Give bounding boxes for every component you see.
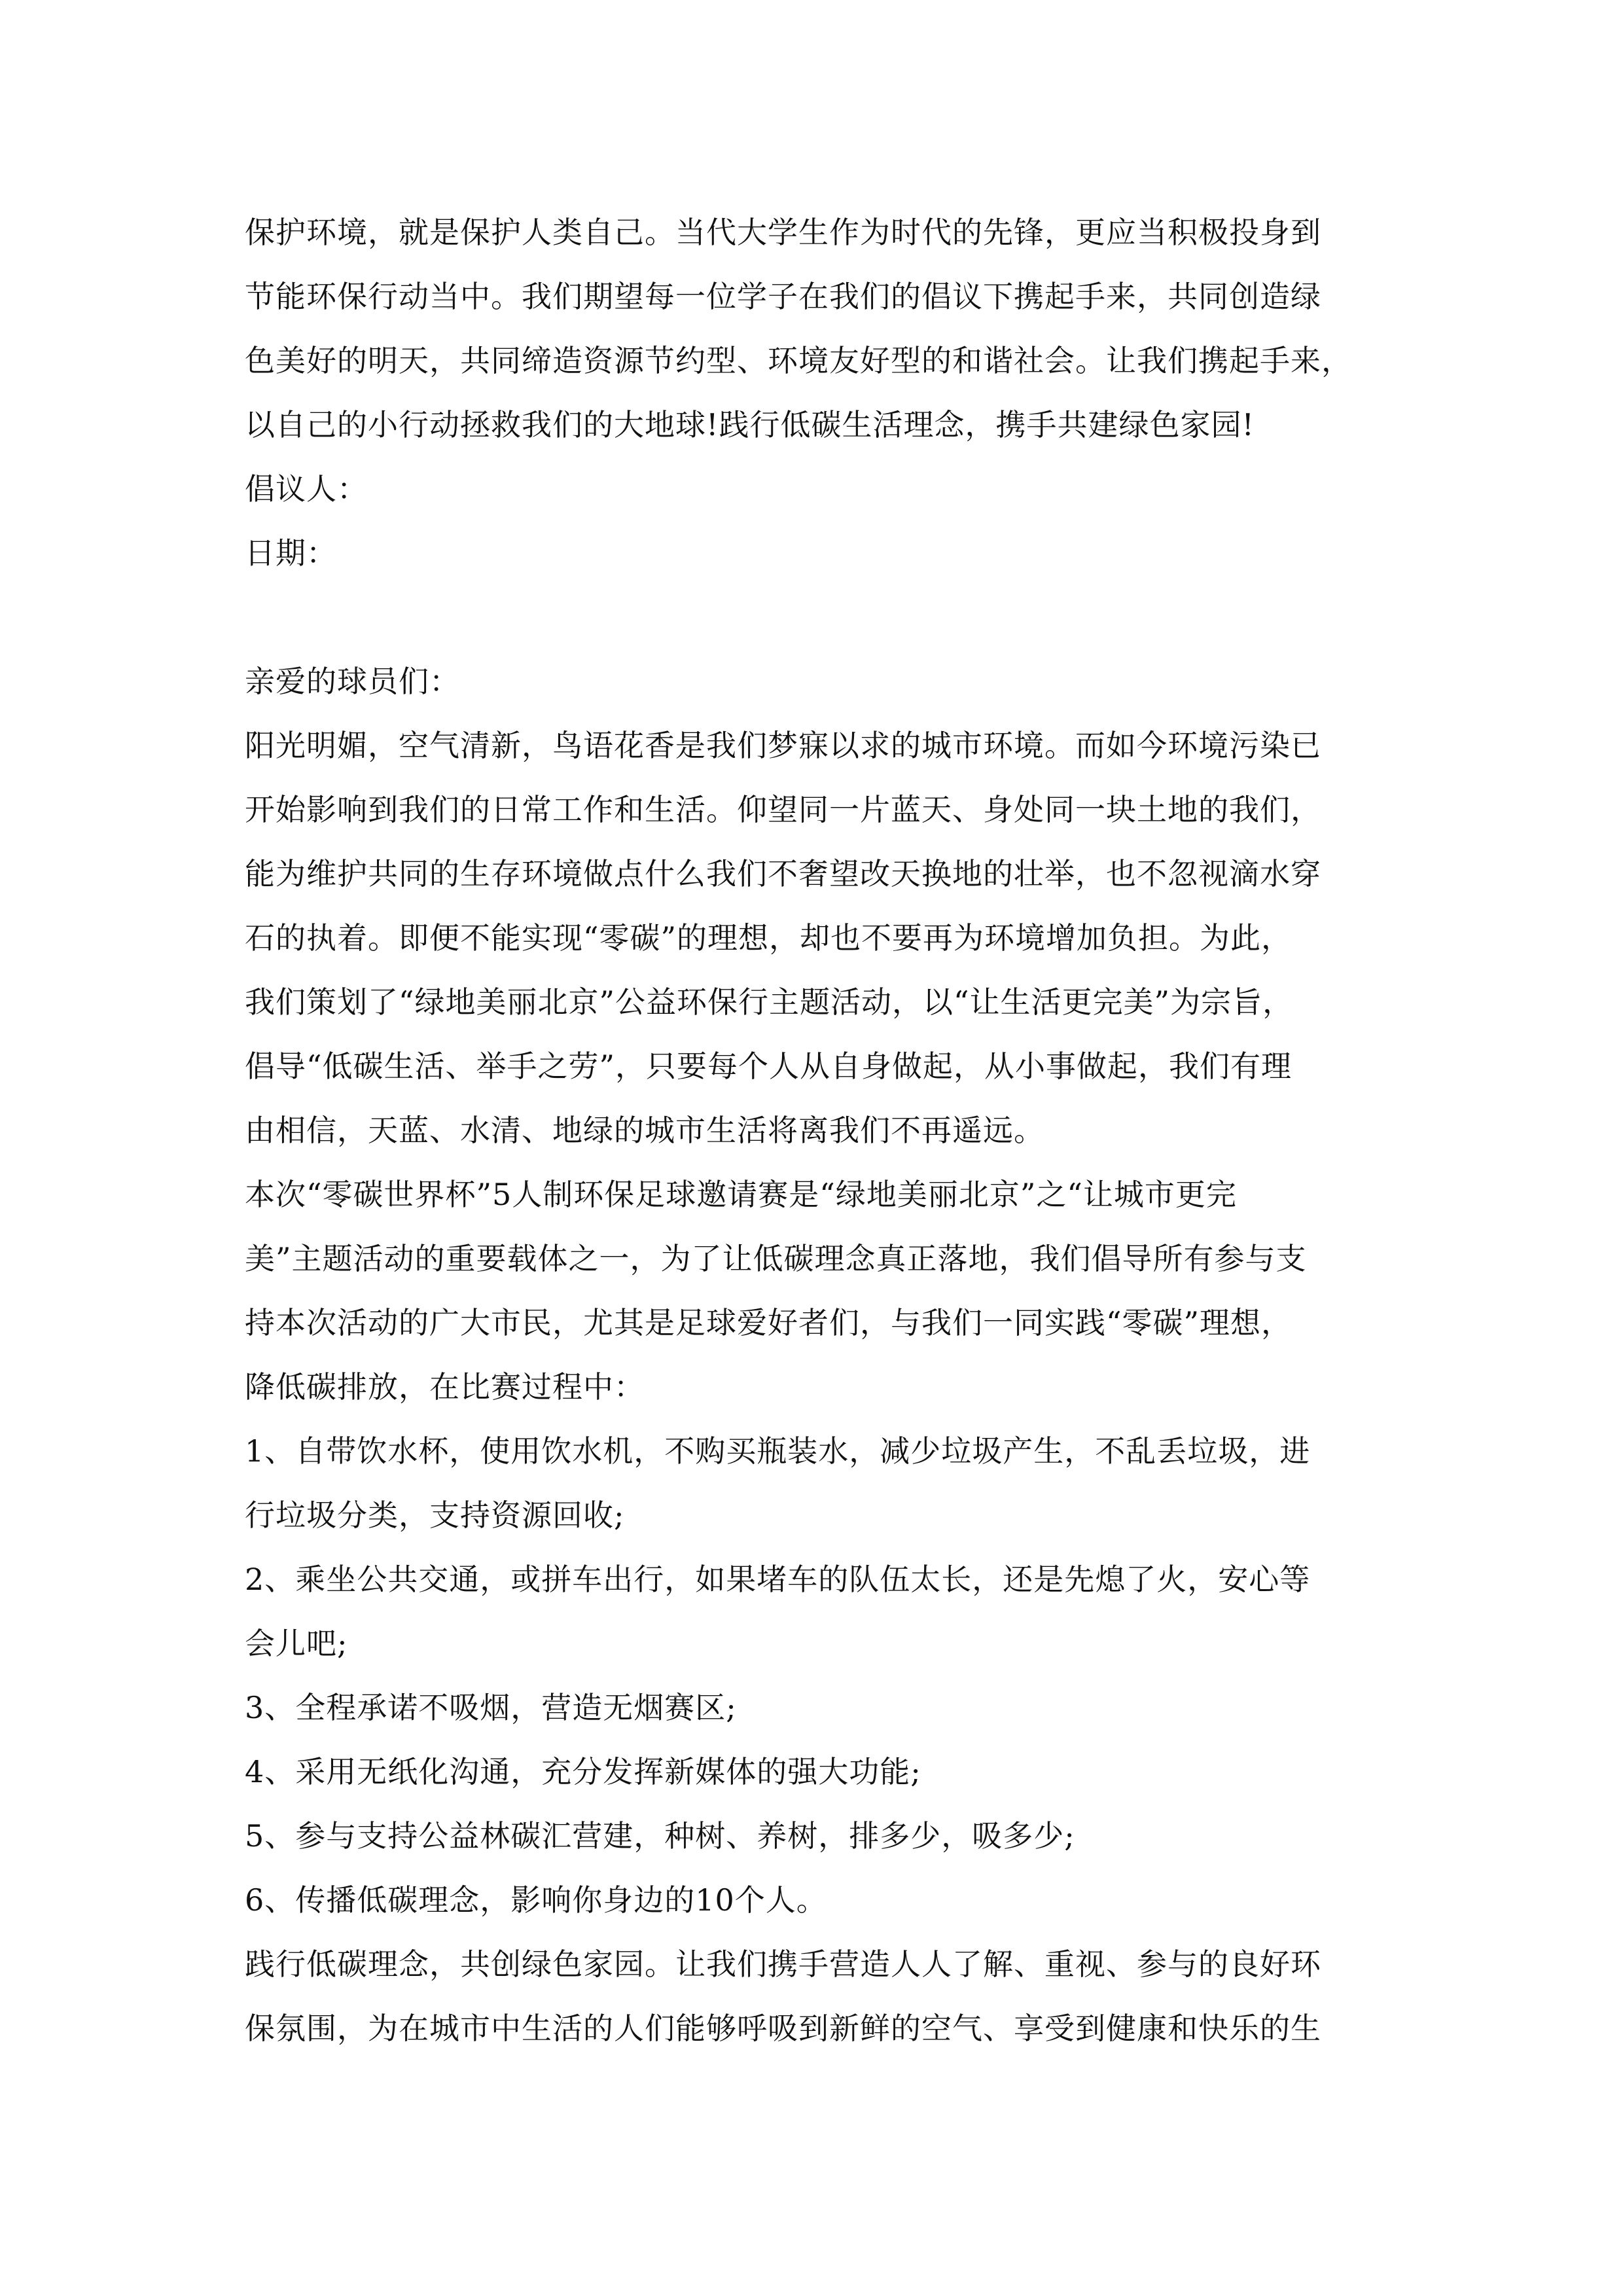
paragraph-line: 色美好的明天，共同缔造资源节约型、环境友好型的和谐社会。让我们携起手来，: [245, 343, 1352, 378]
list-item: 6、传播低碳理念，影响你身边的10个人。: [245, 1882, 827, 1918]
list-item: 2、乘坐公共交通，或拼车出行，如果堵车的队伍太长，还是先熄了火，安心等: [245, 1562, 1311, 1597]
paragraph-line: 阳光明媚，空气清新，鸟语花香是我们梦寐以求的城市环境。而如今环境污染已: [245, 728, 1321, 763]
salutation: 亲爱的球员们：: [245, 664, 460, 699]
paragraph-line: 降低碳排放，在比赛过程中：: [245, 1369, 645, 1405]
list-item: 5、参与支持公益林碳汇营建，种树、养树，排多少，吸多少;: [245, 1818, 1075, 1854]
paragraph-line: 美”主题活动的重要载体之一，为了让低碳理念真正落地，我们倡导所有参与支: [245, 1241, 1307, 1276]
list-item: 1、自带饮水杯，使用饮水机，不购买瓶装水，减少垃圾产生，不乱丢垃圾，进: [245, 1433, 1311, 1469]
paragraph-line: 保氛围，为在城市中生活的人们能够呼吸到新鲜的空气、享受到健康和快乐的生: [245, 2011, 1321, 2046]
paragraph-line: 我们策划了“绿地美丽北京”公益环保行主题活动，以“让生活更完美”为宗旨，: [245, 984, 1294, 1020]
paragraph-line: 能为维护共同的生存环境做点什么我们不奢望改天换地的壮举，也不忽视滴水穿: [245, 856, 1321, 891]
paragraph-line: 践行低碳理念，共创绿色家园。让我们携手营造人人了解、重视、参与的良好环: [245, 1946, 1321, 1982]
date-label: 日期：: [245, 535, 337, 571]
list-item: 行垃圾分类，支持资源回收;: [245, 1498, 625, 1533]
paragraph-line: 石的执着。即便不能实现“零碳”的理想，却也不要再为环境增加负担。为此，: [245, 920, 1293, 956]
paragraph-line: 持本次活动的广大市民，尤其是足球爱好者们，与我们一同实践“零碳”理想，: [245, 1305, 1293, 1340]
paragraph-line: 本次“零碳世界杯”5人制环保足球邀请赛是“绿地美丽北京”之“让城市更完: [245, 1177, 1237, 1212]
proposer-label: 倡议人：: [245, 471, 368, 507]
paragraph-line: 保护环境，就是保护人类自己。当代大学生作为时代的先锋，更应当积极投身到: [245, 215, 1321, 250]
list-item: 3、全程承诺不吸烟，营造无烟赛区;: [245, 1690, 737, 1725]
paragraph-line: 以自己的小行动拯救我们的大地球!践行低碳生活理念，携手共建绿色家园!: [245, 407, 1255, 442]
paragraph-line: 倡导“低碳生活、举手之劳”，只要每个人从自身做起，从小事做起，我们有理: [245, 1049, 1293, 1084]
paragraph-line: 由相信，天蓝、水清、地绿的城市生活将离我们不再遥远。: [245, 1113, 1044, 1148]
list-item: 会儿吧;: [245, 1626, 348, 1661]
paragraph-line: 节能环保行动当中。我们期望每一位学子在我们的倡议下携起手来，共同创造绿: [245, 279, 1321, 314]
paragraph-line: 开始影响到我们的日常工作和生活。仰望同一片蓝天、身处同一块土地的我们，: [245, 792, 1321, 827]
section-gap: [245, 585, 1397, 649]
list-item: 4、采用无纸化沟通，充分发挥新媒体的强大功能;: [245, 1754, 921, 1789]
document-body: [245, 200, 1397, 2060]
